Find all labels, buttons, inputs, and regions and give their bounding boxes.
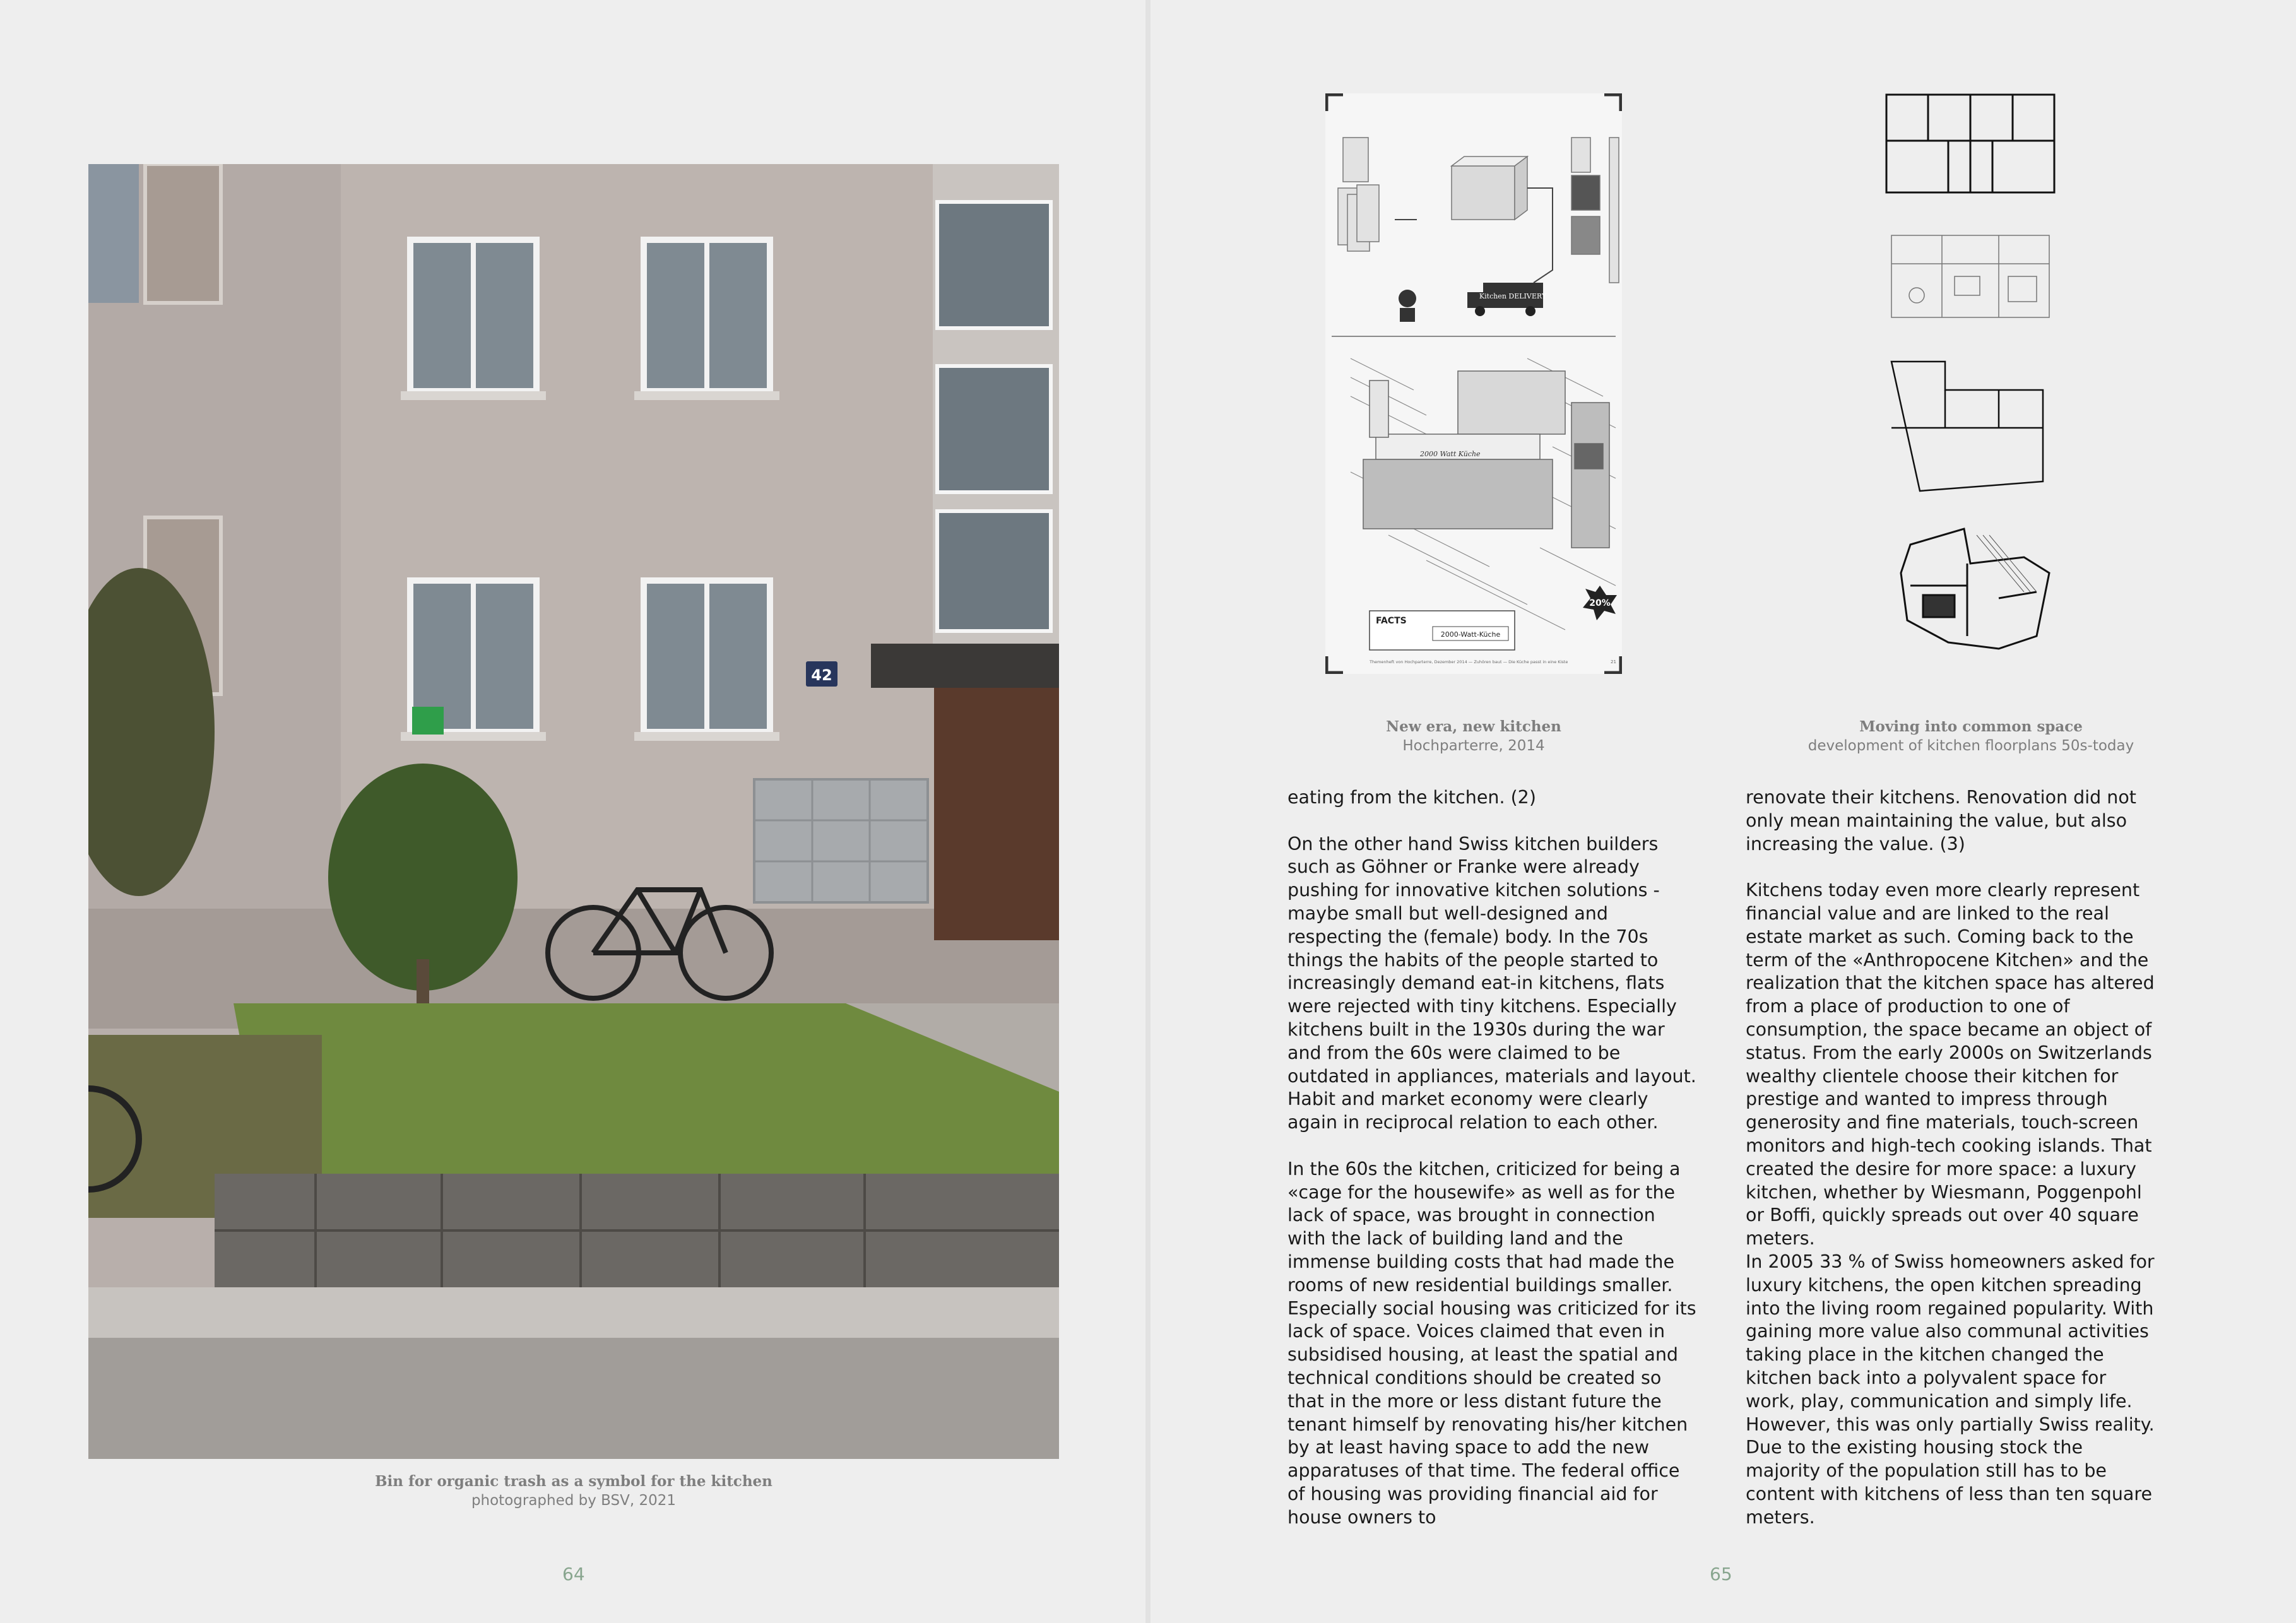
page-number-right: 65 [1710,1564,1732,1585]
delivery-sign: Kitchen DELIVERY [1479,292,1547,300]
figure2-caption-credit: development of kitchen floorplans 50s-today [1808,738,2134,754]
house-number: 42 [811,666,832,684]
building-facade-photo [88,164,1059,1459]
magazine-folio: 21 [1611,659,1616,664]
col1-paragraph-3: In the 60s the kitchen, criticized for being a «cage for the housewife» as well as for the lack of space, was brought in connection with the lack of building land and the immense building costs that had made the rooms of new residential buildings smaller. Especially social housing was criticized for its lack of space. Voices claimed that even in subsidised housing, at least the spatial and technical conditions should be created so that in the more or less distant future the tenant himself by renovating his/her kitchen by at least having space to add the new apparatuses of that time. The federal office of housing was providing financial aid for house owners to [1287,1158,1696,1528]
text-column-1 [1287,786,1698,1530]
floorplans-figure [1873,93,2068,674]
discount-badge: 20% [1589,598,1611,608]
magazine-page-figure [1325,93,1622,674]
figure2-caption [1782,717,2160,756]
script-note: 2000 Watt Küche [1420,450,1481,458]
magazine-footer: Themenheft von Hochparterre, Dezember 2014 — Zuhören baut — Die Küche passt in eine Kiste [1370,659,1568,664]
photo-caption-credit: photographed by BSV, 2021 [471,1492,677,1509]
floorplan-1970s [1891,235,2049,317]
col2-paragraph-2: Kitchens today even more clearly represent financial value and are linked to the real estate market as such. Coming back to the term of the «Anthropocene Kitchen» and the realization that the kitchen space has altered from a place of production to one of consumption, the space became an object of status. From the early 2000s on Switzerlands wealthy clientele choose their kitchen for prestige and wanted to impress through generosity and fine materials, touch-screen monitors and high-tech cooking islands. That created the desire for more space: a luxury kitchen, whether by Wiesmann, Poggenpohl or Boffi, quickly spreads out over 40 square meters. [1746,880,2155,1249]
right-page [1151,0,2296,1623]
book-gutter [1145,0,1151,1623]
figure1-caption [1325,717,1622,756]
text-column-2 [1746,786,2156,1530]
figure1-caption-credit: Hochparterre, 2014 [1402,738,1545,754]
kitchen-name: 2000-Watt-Küche [1440,630,1501,639]
figure2-caption-title: Moving into common space [1859,718,2083,735]
col2-paragraph-1: renovate their kitchens. Renovation did not only mean maintaining the value, but also increasing the value. (3) [1746,787,2136,854]
col1-paragraph-2: On the other hand Swiss kitchen builders such as Göhner or Franke were already pushing for innovative kitchen solutions - maybe small but well-designed and respecting the (female) body. In the 70s things the habits of the people started to increasingly demand eat-in kitchens, flats were rejected with tiny kitchens. Especially kitchens built in the 1930s during the war and from the 60s were claimed to be outdated in appliances, materials and layout. Habit and market economy were clearly again in reciprocal relation to each other. [1287,833,1696,1133]
col1-paragraph-1: eating from the kitchen. (2) [1287,787,1536,808]
floorplan-1950s [1886,95,2054,192]
page-number-left: 64 [562,1564,585,1585]
floorplan-today [1901,529,2049,649]
photo-caption [88,1472,1059,1511]
facts-label: FACTS [1376,616,1407,626]
left-page [0,0,1145,1623]
col2-paragraph-3: In 2005 33 % of Swiss homeowners asked for luxury kitchens, the open kitchen spreading into the living room regained popularity. With gaining more value also communal activities taking place in the kitchen changed the kitchen back into a polyvalent space for work, play, communication and simply life. However, this was only partially Swiss reality. Due to the existing housing stock the majority of the population still has to be content with kitchens of less than ten square meters. [1746,1251,2155,1528]
figure1-caption-title: New era, new kitchen [1386,718,1561,735]
photo-caption-title: Bin for organic trash as a symbol for the kitchen [375,1473,772,1490]
floorplan-2000s [1891,362,2043,491]
